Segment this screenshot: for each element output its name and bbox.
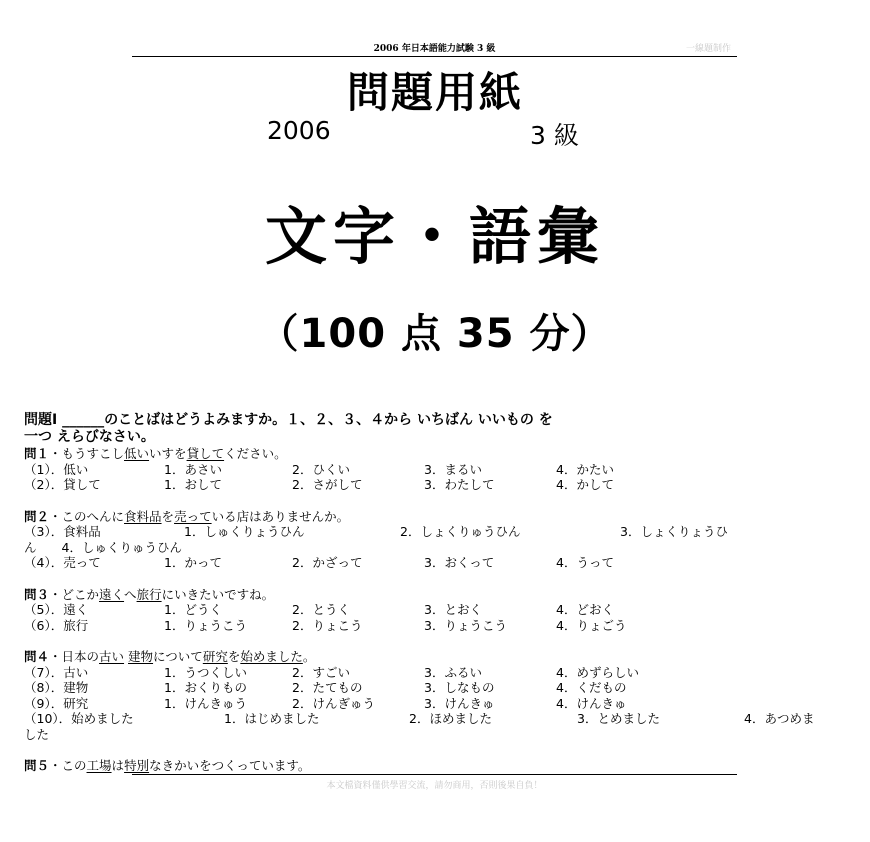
answer-choice[interactable]: 4．りょごう bbox=[556, 617, 627, 633]
answer-choice[interactable]: 4．くだもの bbox=[556, 680, 627, 695]
answer-choice[interactable]: 3．しょくりょうひ bbox=[620, 524, 728, 539]
answer-choice[interactable]: 3．おくって bbox=[424, 555, 495, 570]
stem-text: ・どこか bbox=[49, 586, 100, 602]
item-number: （6）．旅行 bbox=[24, 617, 89, 633]
answer-choice[interactable]: 3．とめました bbox=[577, 711, 660, 726]
answer-choice[interactable]: 3．わたして bbox=[424, 477, 495, 492]
item-number: （10）．始めました bbox=[24, 711, 134, 726]
title-subject: 文字・語彙 bbox=[264, 200, 605, 273]
stem-text: いすを bbox=[149, 446, 187, 461]
answer-choice[interactable]: 1．りょうこう bbox=[164, 617, 247, 633]
answer-choice[interactable]: 2．りょこう bbox=[292, 617, 363, 633]
stem-text: 。 bbox=[302, 649, 316, 664]
underlined-word: 工場 bbox=[86, 758, 112, 773]
answer-choice[interactable]: 2．たてもの bbox=[292, 680, 363, 695]
item-number: （5）．遠く bbox=[24, 602, 89, 617]
stem-text: にいきたいですね。 bbox=[161, 586, 275, 602]
answer-choice[interactable]: 2．けんぎゅう bbox=[292, 695, 375, 711]
item-number: （2）．貸して bbox=[24, 477, 101, 492]
answer-row bbox=[24, 680, 854, 696]
answer-choice[interactable]: 4．かして bbox=[556, 477, 614, 492]
answer-choice[interactable]: 4．うって bbox=[556, 555, 614, 570]
item-number: （1）．低い bbox=[24, 461, 89, 477]
answer-choice[interactable]: 4．かたい bbox=[556, 461, 614, 477]
underlined-word: 食料品 bbox=[124, 508, 162, 524]
answer-choice[interactable]: 2．ほめました bbox=[409, 711, 492, 726]
underlined-word: 遠く bbox=[99, 586, 125, 602]
answer-choice[interactable]: 2．しょくりゅうひん bbox=[400, 524, 521, 539]
answer-row bbox=[24, 696, 854, 712]
question-stem bbox=[24, 758, 854, 774]
answer-choice[interactable]: 2．とうく bbox=[292, 602, 350, 617]
spacer bbox=[24, 493, 854, 509]
question-label: 問１ bbox=[24, 446, 50, 461]
header-text: 2006 年日本語能力試験 3 級 bbox=[373, 44, 496, 54]
stem-text: を bbox=[161, 508, 175, 524]
stem-text: ・このへんに bbox=[49, 508, 125, 524]
underlined-word: 旅行 bbox=[136, 586, 162, 602]
underlined-word: 特別 bbox=[124, 758, 150, 773]
answer-choice[interactable]: 3．しなもの bbox=[424, 680, 495, 695]
page-footer: 本文檔資料僅供學習交流，請勿商用，否則後果自負！ bbox=[132, 774, 737, 791]
item-number: （9）．研究 bbox=[24, 695, 89, 711]
underlined-word: 始めました bbox=[240, 649, 303, 664]
question-stem bbox=[24, 446, 854, 462]
question-label: 問５ bbox=[24, 758, 50, 773]
answer-choice[interactable]: 2．かざって bbox=[292, 555, 363, 570]
question-body bbox=[24, 412, 854, 774]
header-watermark: 一線題制作 bbox=[685, 44, 731, 54]
stem-text: ください。 bbox=[224, 446, 287, 461]
stem-text: なきかいをつくっています。 bbox=[149, 758, 311, 773]
answer-choice[interactable]: 3．りょうこう bbox=[424, 617, 507, 633]
question-label: 問２ bbox=[24, 508, 50, 524]
underlined-word: 低い bbox=[124, 446, 150, 461]
answer-row-wrap[interactable]: した bbox=[24, 726, 50, 742]
item-number: （8）．建物 bbox=[24, 680, 89, 695]
answer-row bbox=[24, 618, 854, 634]
section-instruction-cont: 一つ えらびなさい。 bbox=[24, 429, 155, 445]
question-stem bbox=[24, 649, 854, 665]
underlined-word: 古い bbox=[99, 649, 125, 664]
answer-choice[interactable]: 3．まるい bbox=[424, 461, 482, 477]
underlined-word: 貸して bbox=[186, 446, 225, 461]
answer-choice[interactable]: 3．ふるい bbox=[424, 664, 482, 680]
answer-choice[interactable]: 1．あさい bbox=[164, 461, 222, 477]
stem-text: へ bbox=[124, 586, 137, 602]
question-stem bbox=[24, 509, 854, 525]
title-points: （100 点 35 分） bbox=[258, 311, 612, 357]
answer-choice[interactable]: 3．とおく bbox=[424, 602, 482, 617]
stem-text: いる店はありませんか。 bbox=[211, 508, 350, 524]
answer-choice[interactable]: 4．めずらしい bbox=[556, 664, 639, 680]
answer-choice[interactable]: 1．うつくしい bbox=[164, 664, 247, 680]
stem-text: は bbox=[111, 758, 125, 773]
question-label: 問３ bbox=[24, 586, 50, 602]
answer-choice[interactable]: 2．すごい bbox=[292, 664, 350, 680]
item-number: （7）．古い bbox=[24, 664, 89, 680]
answer-row bbox=[24, 524, 854, 540]
title-level: 3 級 bbox=[530, 121, 579, 150]
stem-text: ・この bbox=[49, 758, 87, 773]
answer-choice[interactable]: 1．かって bbox=[164, 555, 222, 570]
underlined-word: 研究 bbox=[202, 649, 228, 664]
answer-row bbox=[24, 555, 854, 571]
answer-row bbox=[24, 462, 854, 478]
answer-choice[interactable]: 1．けんきゅう bbox=[164, 695, 247, 711]
answer-choice[interactable]: 3．けんきゅ bbox=[424, 695, 495, 711]
answer-choice[interactable]: 4．どおく bbox=[556, 602, 614, 617]
answer-row bbox=[24, 711, 854, 727]
underlined-word: 建物 bbox=[128, 649, 154, 664]
stem-text: ・もうすこし bbox=[49, 446, 125, 461]
stem-text: ・日本の bbox=[49, 649, 100, 664]
section-instruction: 問題Ⅰ ______のことばはどうよみますか。１、２、３、４から いちばん いいもの を bbox=[24, 412, 553, 428]
answer-choice[interactable]: 2．さがして bbox=[292, 477, 363, 492]
stem-text: を bbox=[227, 649, 241, 664]
answer-row-wrap[interactable]: ん 4．しゅくりゅうひん bbox=[24, 539, 182, 555]
answer-row bbox=[24, 477, 854, 493]
title-main: 問題用紙 bbox=[346, 68, 523, 117]
answer-choice[interactable]: 4．けんきゅ bbox=[556, 695, 627, 711]
question-label: 問４ bbox=[24, 649, 50, 664]
item-number: （4）．売って bbox=[24, 555, 101, 570]
answer-choice[interactable]: 1．どうく bbox=[164, 602, 222, 617]
answer-row bbox=[24, 665, 854, 681]
answer-choice[interactable]: 1．おして bbox=[164, 477, 222, 492]
answer-choice[interactable]: 4．あつめま bbox=[744, 711, 815, 726]
answer-row bbox=[24, 602, 854, 618]
spacer bbox=[24, 742, 854, 758]
answer-choice[interactable]: 2．ひくい bbox=[292, 461, 350, 477]
answer-choice[interactable]: 1．はじめました bbox=[224, 711, 320, 726]
item-number: （3）．食料品 bbox=[24, 524, 101, 539]
title-year: 2006 bbox=[267, 116, 331, 145]
stem-text: について bbox=[153, 649, 203, 664]
question-stem bbox=[24, 587, 854, 603]
underlined-word: 売って bbox=[174, 508, 212, 524]
page-header bbox=[132, 40, 737, 57]
answer-choice[interactable]: 1．しゅくりょうひん bbox=[184, 524, 305, 539]
spacer bbox=[24, 633, 854, 649]
answer-choice[interactable]: 1．おくりもの bbox=[164, 680, 247, 695]
spacer bbox=[24, 571, 854, 587]
